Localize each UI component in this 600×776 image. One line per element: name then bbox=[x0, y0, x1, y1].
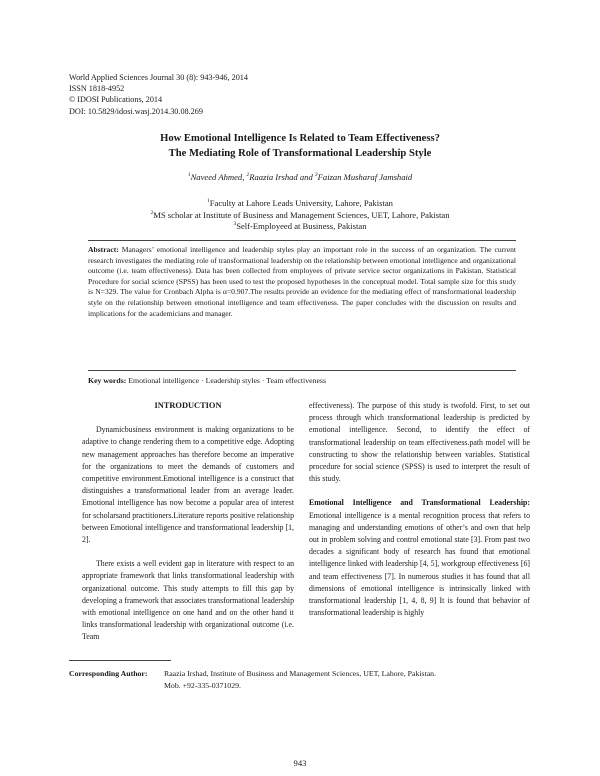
intro-paragraph-1: Dynamicbusiness environment is making organizations to be adaptive to change rendering them to a competitive edge. Adopting new management approaches has therefore become an imperative for the organizations to meet the demands of customers and competitive environment.Emotional intelligence is a construct that distinguishes a transformational leader from an average leader. Emotional intelligence has now become a popular area of interest for scholarsand practitioners.Literature reports positive relationship between Emotional intelligence and transformational leadership [1, 2]. bbox=[82, 425, 294, 545]
title-line-2: The Mediating Role of Transformational Leadership Style bbox=[168, 147, 432, 159]
author-2-name: Raazia Irshad and bbox=[249, 172, 315, 182]
author-3-name: Faizan Musharaf Jamshaid bbox=[317, 172, 413, 182]
corresponding-line-1 bbox=[69, 668, 436, 680]
footnote-divider bbox=[69, 660, 171, 661]
corresponding-author bbox=[69, 668, 436, 691]
affiliation-list bbox=[0, 198, 600, 233]
corresponding-label: Corresponding Author: bbox=[69, 669, 148, 678]
affiliation-3 bbox=[0, 221, 600, 233]
author-2-sup: 2 bbox=[246, 172, 250, 179]
corresponding-phone: Mob. +92-335-0371029. bbox=[164, 680, 241, 690]
section-2-paragraph bbox=[309, 497, 530, 619]
page-number: 943 bbox=[293, 758, 307, 768]
title-line-1: How Emotional Intelligence Is Related to Team Effectiveness? bbox=[160, 133, 440, 144]
paper-title bbox=[0, 132, 600, 161]
affiliation-3-text: Self-Employeed at Business, Pakistan bbox=[236, 221, 367, 232]
keywords-divider bbox=[88, 370, 516, 371]
intro-paragraph-2: There exists a well evident gap in literature with respect to an appropriate framework that links transformational leadership with organizational outcome. This study attempts to fill this gap by developing a framework that associates transformational leadership with emotional intelligence on one hand and on the other hand it links transformational leadership with organizational outcome (i.e. Team bbox=[82, 559, 294, 642]
abstract bbox=[88, 240, 516, 319]
intro-paragraph-3: effectiveness). The purpose of this study is twofold. First, to set out process through which transformational leadership is predicted by emotional intelligence. Second, to identify the effect of transformational leadership on team effectiveness.path model will be constructing to show the relationship between variables. Statistical procedure for social science (SPSS) is used to interpret the result of this study. bbox=[309, 401, 530, 484]
abstract-label: Abstract: bbox=[88, 245, 119, 254]
keywords-label: Key words: bbox=[88, 376, 127, 385]
affiliation-2-text: MS scholar at Institute of Business and Management Sciences, UET, Lahore, Pakistan bbox=[153, 209, 450, 220]
journal-header bbox=[69, 72, 248, 117]
author-1-name: Naveed Ahmed, bbox=[190, 172, 247, 182]
journal-copyright: © IDOSI Publications, 2014 bbox=[69, 95, 163, 105]
abstract-text: Managers’ emotional intelligence and leadership styles play an important role in the success of an organization. The current research investigates the mediating role of transformational leadership on the relationship between emotional intelligence and organizational outcome (i.e. team effectiveness). Data has been collected from employees of private service sector organizations in Pakistan. Statistical Procedure for social science (SPSS) has been used to test the proposed hypotheses in the conceptual model. Total sample size for this study is N=329. The value for Cronbach Alpha is α=0.907.The results provide an evidence for the mediating effect of transformational leadership style on the relationship between emotional intelligence and team effectiveness. The paper concludes with the discussion on results and implications for the academicians and manager. bbox=[88, 245, 516, 318]
affiliation-2-sup: 2 bbox=[150, 209, 154, 216]
author-1-sup: 1 bbox=[187, 172, 191, 179]
corresponding-address: Raazia Irshad, Institute of Business and Management Sciences, UET, Lahore, Pakistan. bbox=[164, 669, 437, 678]
keywords bbox=[88, 376, 326, 385]
left-column bbox=[82, 400, 294, 644]
section-2-heading: Emotional Intelligence and Transformational Leadership: bbox=[309, 498, 530, 508]
right-column bbox=[309, 400, 530, 619]
section-2-text: Emotional intelligence is a mental recognition process that refers to managing and understanding emotions of other’s and own that help out in problem solving and control emotional state [3]. From past two decades a significant body of research has found that emotional intelligence linked with leadership [4, 5], workgroup effectiveness [6] and team effectiveness [7]. In numerous studies it has found that all dimensions of emotional intelligence is intrinsically linked with transformational leadership [1, 4, 8, 9] It is found that behavior of transformational leadership is highly bbox=[309, 510, 530, 618]
author-list bbox=[0, 172, 600, 182]
affiliation-2 bbox=[0, 210, 600, 222]
journal-issn: ISSN 1818-4952 bbox=[69, 84, 125, 94]
author-3-sup: 3 bbox=[314, 172, 318, 179]
affiliation-1-text: Faculty at Lahore Leads University, Lahore, Pakistan bbox=[209, 198, 393, 208]
journal-doi: DOI: 10.5829/idosi.wasj.2014.30.08.269 bbox=[69, 106, 203, 116]
introduction-heading: INTRODUCTION bbox=[154, 401, 222, 410]
affiliation-1-sup: 1 bbox=[207, 198, 210, 205]
affiliation-1 bbox=[0, 198, 600, 210]
journal-citation: World Applied Sciences Journal 30 (8): 943-946, 2014 bbox=[69, 73, 248, 82]
keywords-text: Emotional intelligence · Leadership styles · Team effectiveness bbox=[126, 376, 326, 385]
affiliation-3-sup: 3 bbox=[233, 221, 237, 228]
